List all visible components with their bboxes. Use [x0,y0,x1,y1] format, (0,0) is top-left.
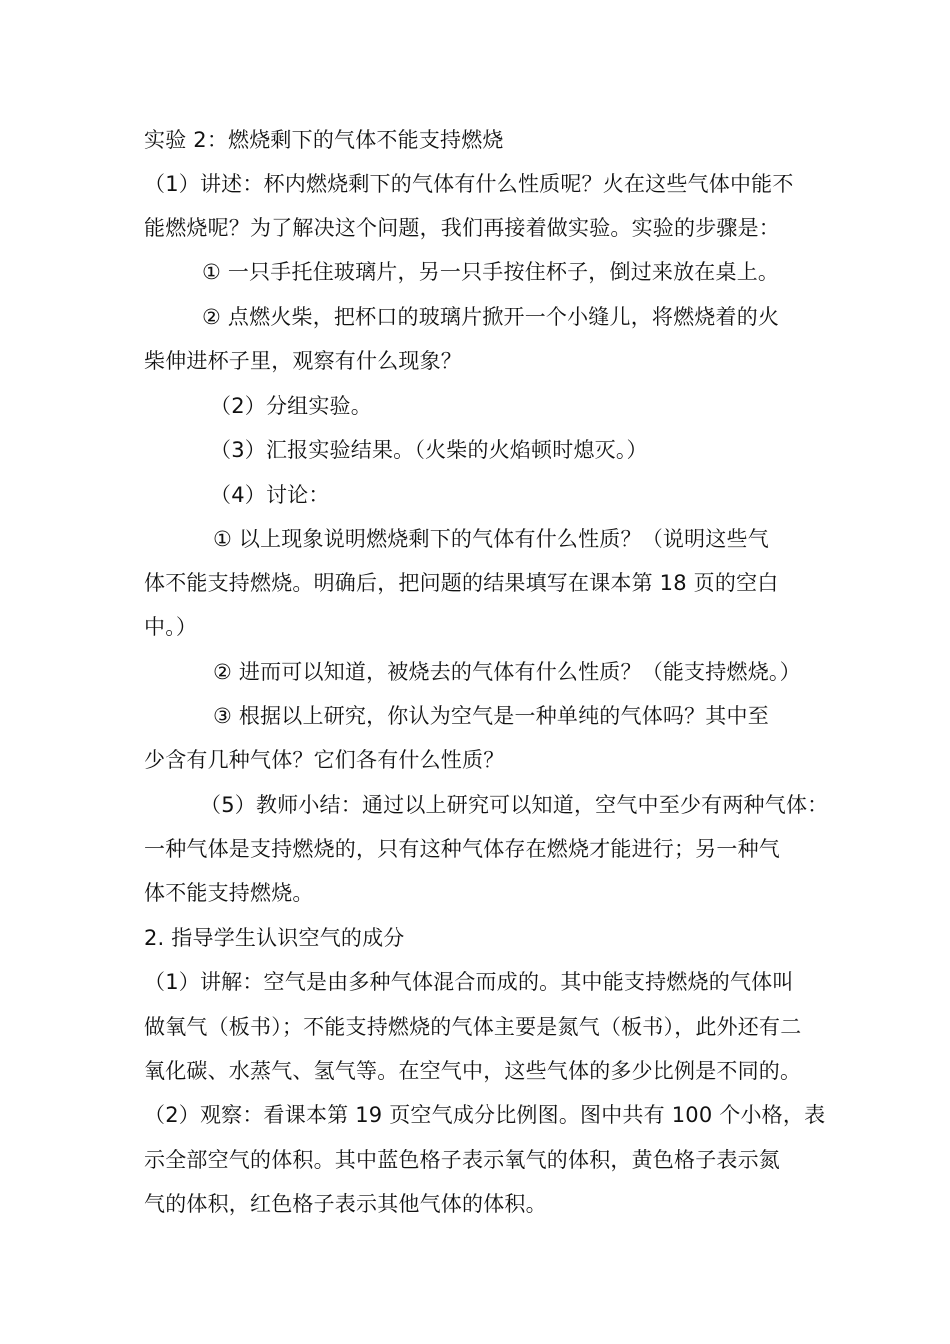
paragraph-line: （1）讲解：空气是由多种气体混合而成的。其中能支持燃烧的气体叫 [144,970,794,994]
paragraph-line: （5）教师小结：通过以上研究可以知道，空气中至少有两种气体： [200,793,829,817]
paragraph-line: 一种气体是支持燃烧的，只有这种气体存在燃烧才能进行；另一种气 [144,837,780,861]
paragraph-line: （3）汇报实验结果。（火柴的火焰顿时熄灭。） [210,438,648,462]
paragraph-line: ② 点燃火柴，把杯口的玻璃片掀开一个小缝儿，将燃烧着的火 [202,305,780,329]
paragraph-line: 少含有几种气体？它们各有什么性质？ [144,748,505,772]
paragraph-line: （4）讨论： [210,483,330,507]
paragraph-line: 做氧气（板书）；不能支持燃烧的气体主要是氮气（板书），此外还有二 [144,1015,802,1039]
paragraph-line: 能燃烧呢？为了解决这个问题，我们再接着做实验。实验的步骤是： [144,216,780,240]
paragraph-line: 柴伸进杯子里，观察有什么现象？ [144,349,462,373]
paragraph-line: 示全部空气的体积。其中蓝色格子表示氧气的体积，黄色格子表示氮 [144,1148,780,1172]
paragraph-line: ① 一只手托住玻璃片，另一只手按住杯子，倒过来放在桌上。 [202,260,780,284]
paragraph-line: （2）观察：看课本第 19 页空气成分比例图。图中共有 100 个小格，表 [144,1103,826,1127]
section-2-heading: 2. 指导学生认识空气的成分 [144,926,405,950]
paragraph-line: （2）分组实验。 [210,394,372,418]
experiment-2-heading: 实验 2：燃烧剩下的气体不能支持燃烧 [144,128,504,152]
paragraph-line: 气的体积，红色格子表示其他气体的体积。 [144,1192,547,1216]
paragraph-line: 体不能支持燃烧。 [144,881,314,905]
paragraph-line: 体不能支持燃烧。明确后，把问题的结果填写在课本第 18 页的空白 [144,571,779,595]
paragraph-line: 氧化碳、水蒸气、氢气等。在空气中，这些气体的多少比例是不同的。 [144,1059,802,1083]
paragraph-line: ② 进而可以知道，被烧去的气体有什么性质？（能支持燃烧。） [213,660,801,684]
paragraph-line: ③ 根据以上研究，你认为空气是一种单纯的气体吗？其中至 [213,704,769,728]
paragraph-line: ① 以上现象说明燃烧剩下的气体有什么性质？（说明这些气 [213,527,769,551]
paragraph-line: 中。） [144,615,198,639]
paragraph-line: （1）讲述：杯内燃烧剩下的气体有什么性质呢？火在这些气体中能不 [144,172,794,196]
